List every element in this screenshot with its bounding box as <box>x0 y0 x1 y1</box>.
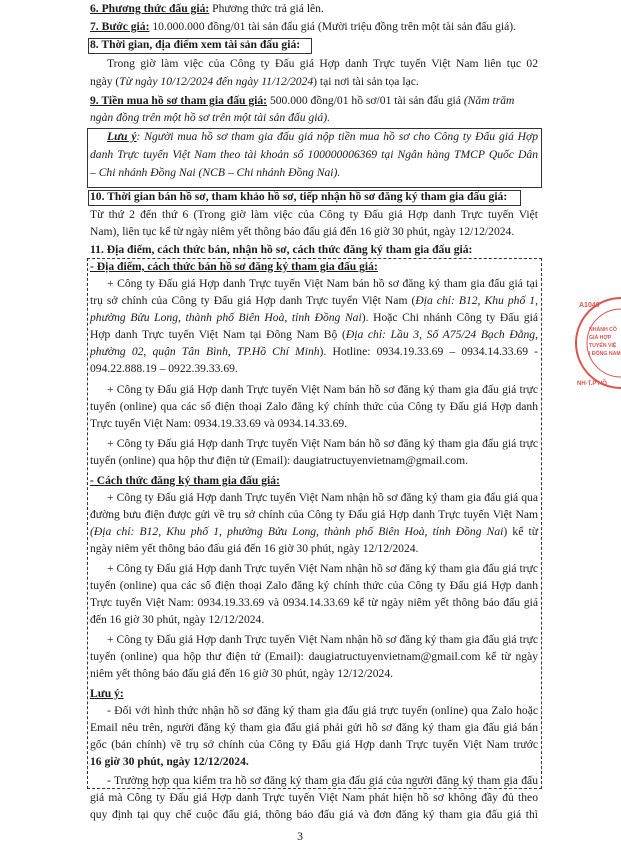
section-8-line-2 <box>90 75 538 89</box>
p1-line-4-a: Hợp danh Trực tuyến Việt Nam tại Đông Nam Bộ ( <box>90 328 346 341</box>
p1-line-3 <box>90 311 538 325</box>
p3-line-2: tuyến (online) qua hộp thư điện tử (Email): daugiatructuyenvietnam@gmail.com. <box>90 454 469 467</box>
page-number: 3 <box>297 830 303 843</box>
note-box-label: Lưu ý <box>107 130 137 143</box>
section-7 <box>90 20 538 34</box>
section-9-note-2: ngàn đồng trên một hồ sơ trên một tài sản đấu giá). <box>90 111 330 124</box>
p2-line-2: tuyến (online) qua các số điện thoại Zalo đăng ký chính thức của Công ty Đấu giá Hợp danh <box>90 400 538 413</box>
p1-line-2 <box>90 294 538 308</box>
p4-line-3 <box>90 525 538 539</box>
section-9-text: 500.000 đồng/01 hồ sơ/01 tài sản đấu giá <box>267 94 464 107</box>
p5-line-3: Trực tuyến Việt Nam: 0934.19.33.69 và 0934.14.33.69 kể từ ngày niêm yết thông báo đấu giá <box>90 596 538 609</box>
n1-line-1: - Đối với hình thức nhận hồ sơ đăng ký tham gia đấu giá trực tuyến (online) qua Zalo hoặc <box>107 704 538 717</box>
seal-bottom: NH-T.P HỒ <box>577 381 607 387</box>
section-8-line-2-a: ngày ( <box>90 75 120 88</box>
section-10-heading: 10. Thời gian bán hồ sơ, tham khảo hồ sơ, tiếp nhận hồ sơ đăng ký tham gia đấu giá: <box>90 190 508 203</box>
section-7-label: 7. Bước giá: <box>90 20 150 33</box>
section-8-heading: 8. Thời gian, địa điểm xem tài sản đấu giá: <box>90 38 301 51</box>
section-8-line-1: Trong giờ làm việc của Công ty Đấu giá Hợp danh Trực tuyến Việt Nam liên tục 02 <box>107 57 538 70</box>
section-6-text: Phương thức trả giá lên. <box>209 2 324 15</box>
seal-line-2: GIÁ HỢP <box>589 335 612 341</box>
p2-line-1: + Công ty Đấu giá Hợp danh Trực tuyến Việt Nam bán hồ sơ đăng ký tham gia đấu giá trực <box>107 383 538 396</box>
p1-line-5-addr: phường 02, quận Tân Bình, TP.Hồ Chí Minh <box>90 345 320 358</box>
p1-line-3-b: ). Hoặc Chi nhánh Công ty Đấu giá <box>361 311 539 324</box>
note-box-line-1-text: : Người mua hồ sơ tham gia đấu giá nộp tiền mua hồ sơ cho Công ty Đấu giá Hợp <box>136 130 538 143</box>
p1-line-5-hotline: ). Hotline: 0934.19.33.69 – 0934.14.33.69 - <box>319 345 538 358</box>
p1-line-2-addr: Địa chỉ: B12, Khu phố 1, <box>415 294 538 307</box>
note-box-line-1 <box>107 130 538 144</box>
seal-code: A1040 <box>579 302 600 309</box>
company-seal <box>561 295 621 390</box>
p1-line-4-addr: Địa chỉ: Lầu 3, Số A75/24 Bạch Đằng, <box>345 328 538 341</box>
p4-line-2: đường bưu điện được gửi về trụ sở chính của Công ty Đấu giá Hợp danh Trực tuyến Việt Nam <box>90 508 538 521</box>
section-9-label: 9. Tiền mua hồ sơ tham gia đấu giá: <box>90 94 268 107</box>
section-7-text: 10.000.000 đồng/01 tài sản đấu giá (Mười triệu đồng trên một tài sản đấu giá). <box>149 20 517 33</box>
p2-line-3: Trực tuyến Việt Nam: 0934.19.33.69 và 0934.14.33.69. <box>90 417 348 430</box>
n1-line-3: gốc (bản chính) về trụ sở chính của Công ty Đấu giá Hợp danh Trực tuyến Việt Nam trước <box>90 738 538 751</box>
p1-line-2-a: trụ sở chính của Công ty Đấu giá Hợp danh Trực tuyến Việt Nam ( <box>90 294 416 307</box>
section-9 <box>90 94 538 108</box>
section-10-line-2: Nam), liên tục kể từ ngày niêm yết thông báo đấu giá đến 16 giờ 30 phút, ngày 12/12/2024. <box>90 225 515 238</box>
section-11-sub-1: - Địa điểm, cách thức bán hồ sơ đăng ký tham gia đấu giá: <box>90 260 378 273</box>
section-6 <box>90 2 538 16</box>
n2-line-2: giá mà Công ty Đấu giá Hợp danh Trực tuyến Việt Nam phát hiện hồ sơ không đầy đủ theo <box>90 791 538 804</box>
seal-line-3: TUYẾN VIỆ <box>589 343 617 349</box>
p4-line-4: ngày niêm yết thông báo đấu giá đến 16 giờ 30 phút, ngày 12/12/2024. <box>90 542 419 555</box>
section-11-heading: 11. Địa điểm, cách thức bán, nhận hồ sơ, cách thức đăng ký tham gia đấu giá: <box>90 243 473 256</box>
p1-line-6: 094.22.888.19 – 0922.39.33.69. <box>90 362 238 375</box>
n1-line-2: Email nêu trên, người đăng ký tham gia đấu giá phải gửi hồ sơ đăng ký tham gia đấu giá bản <box>90 721 538 734</box>
n1-line-4: 16 giờ 30 phút, ngày 12/12/2024. <box>90 755 249 768</box>
p4-line-1: + Công ty Đấu giá Hợp danh Trực tuyến Việt Nam nhận hồ sơ đăng ký tham gia đấu giá qua <box>107 491 538 504</box>
seal-line-1: NHÁNH CÔ <box>589 327 617 333</box>
p6-line-2: tuyến (online) qua hộp thư điện tử (Email): daugiatructuyenvietnam@gmail.com kể từ ngày <box>90 650 538 663</box>
note-box-line-3: – Chi nhánh Đồng Nai (NCB – Chi nhánh Đồng Nai). <box>90 166 341 179</box>
p1-line-3-addr: phường Bửu Long, thành phố Biên Hoà, tỉnh Đồng Nai <box>90 311 362 324</box>
section-8-dates: Từ ngày 10/12/2024 đến ngày 11/12/2024 <box>119 75 314 88</box>
p6-line-1: + Công ty Đấu giá Hợp danh Trực tuyến Việt Nam nhận hồ sơ đăng ký tham gia đấu giá trực <box>107 633 538 646</box>
seal-line-4: I ĐÔNG NAM <box>589 351 621 357</box>
section-10-line-1: Từ thứ 2 đến thứ 6 (Trong giờ làm việc của Công ty Đấu giá Hợp danh Trực tuyến Việt <box>90 208 538 221</box>
p1-line-1: + Công ty Đấu giá Hợp danh Trực tuyến Việt Nam bán hồ sơ đăng ký tham gia đấu giá tại <box>107 277 538 290</box>
p5-line-4: đến 16 giờ 30 phút, ngày 12/12/2024. <box>90 613 265 626</box>
section-11-sub-2: - Cách thức đăng ký tham gia đấu giá: <box>90 474 280 487</box>
note-box-line-2: danh Trực tuyến Việt Nam theo tài khoản số 100000006369 tại Ngân hàng TMCP Quốc Dân <box>90 148 538 161</box>
p6-line-3: niêm yết thông báo đấu giá đến 16 giờ 30 phút, ngày 12/12/2024. <box>90 667 394 680</box>
p4-line-3-b: ) kể từ <box>503 525 539 538</box>
note-2-label: Lưu ý: <box>90 687 124 700</box>
p4-line-3-addr: (Địa chỉ: B12, Khu phố 1, phường Bửu Long, thành phố Biên Hoà, tỉnh Đồng Nai <box>90 525 504 538</box>
section-8-line-2-b: ) tại nơi tài sản tọa lạc. <box>313 75 419 88</box>
n2-line-1: - Trường hợp qua kiểm tra hồ sơ đăng ký tham gia đấu giá của người đăng ký tham gia đấu <box>107 774 538 787</box>
section-9-note-1: (Năm trăm <box>463 94 515 107</box>
p3-line-1: + Công ty Đấu giá Hợp danh Trực tuyến Việt Nam bán hồ sơ đăng ký tham gia đấu giá trực <box>107 437 538 450</box>
section-6-label: 6. Phương thức đấu giá: <box>90 2 210 15</box>
p5-line-2: tuyến (online) qua các số điện thoại Zalo đăng ký chính thức của Công ty Đấu giá Hợp danh <box>90 579 538 592</box>
p1-line-4 <box>90 328 538 342</box>
p1-line-5 <box>90 345 538 359</box>
n2-line-3: quy định tại quy chế cuộc đấu giá, thông báo đấu giá và đơn đăng ký tham gia đấu giá thì <box>90 808 538 821</box>
p5-line-1: + Công ty Đấu giá Hợp danh Trực tuyến Việt Nam nhận hồ sơ đăng ký tham gia đấu giá trực <box>107 562 538 575</box>
